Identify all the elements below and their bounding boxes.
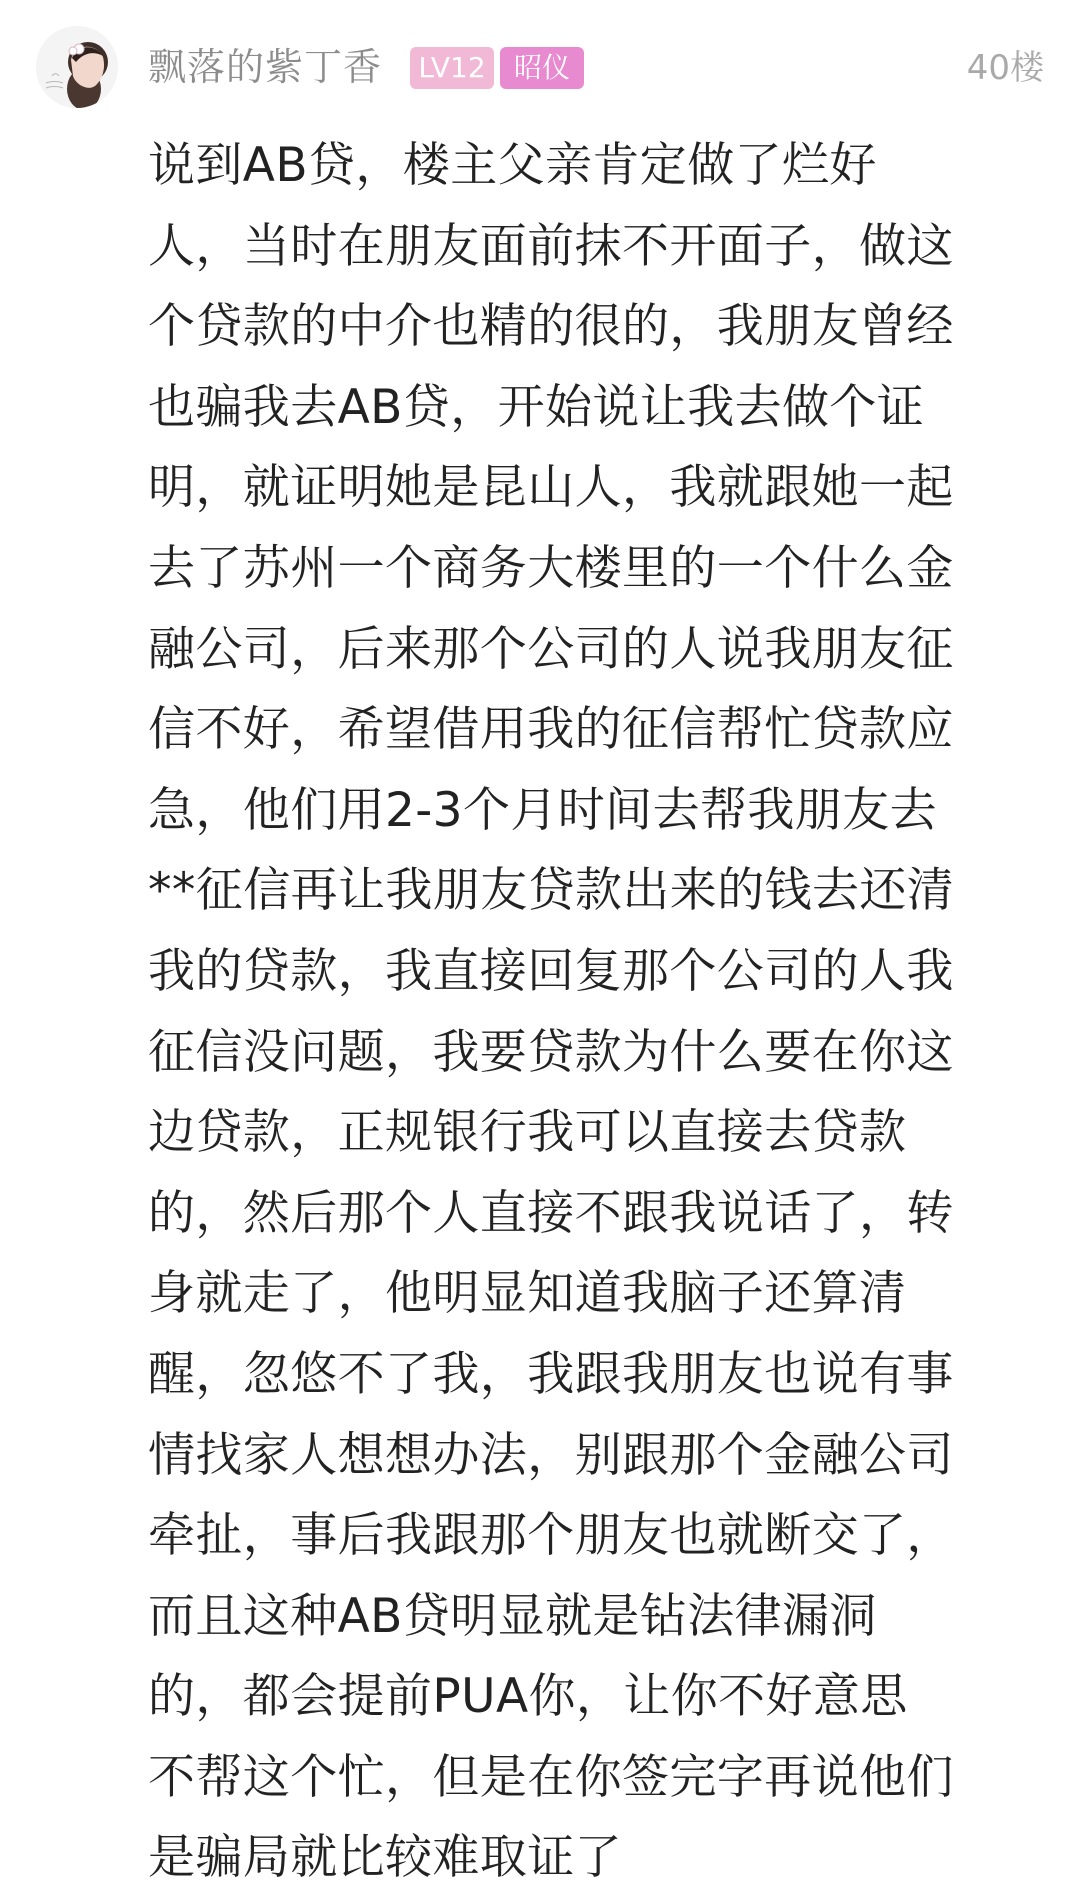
content-line: 也骗我去AB贷，开始说让我去做个证 [148, 379, 925, 435]
content-line: 个贷款的中介也精的很的，我朋友曾经 [148, 299, 954, 355]
content-line: 牵扯，事后我跟那个朋友也就断交了， [148, 1508, 954, 1564]
content-line: 信不好，希望借用我的征信帮忙贷款应 [148, 702, 954, 758]
content-line: 融公司，后来那个公司的人说我朋友征 [148, 621, 954, 677]
content-line: 情找家人想想办法，别跟那个金融公司 [148, 1427, 954, 1483]
content-line: **征信再让我朋友贷款出来的钱去还清 [148, 863, 955, 919]
content-line: 我的贷款，我直接回复那个公司的人我 [148, 943, 954, 999]
content-line: 的，都会提前PUA你，让你不好意思 [148, 1669, 908, 1725]
post-content [148, 126, 1018, 1899]
content-line: 身就走了，他明显知道我脑子还算清 [148, 1266, 907, 1322]
content-line: 是骗局就比较难取证了 [148, 1830, 622, 1886]
content-line: 人，当时在朋友面前抹不开面子，做这 [148, 218, 954, 274]
author-name[interactable]: 飘落的紫丁香 [148, 45, 383, 89]
content-line: 明，就证明她是昆山人，我就跟她一起 [148, 460, 954, 516]
content-line: 说到AB贷，楼主父亲肯定做了烂好 [148, 138, 877, 193]
content-line: 不帮这个忙，但是在你签完字再说他们 [148, 1749, 954, 1805]
content-line: 去了苏州一个商务大楼里的一个什么金 [148, 540, 954, 596]
content-line: 急，他们用2-3个月时间去帮我朋友去 [148, 782, 937, 838]
content-line: 边贷款，正规银行我可以直接去贷款 [148, 1105, 907, 1161]
post-header [0, 0, 1080, 130]
content-line: 而且这种AB贷明显就是钻法律漏洞 [148, 1588, 877, 1644]
avatar-girl-icon [36, 26, 118, 108]
level-badge: LV12 [410, 47, 494, 89]
avatar[interactable] [36, 26, 118, 108]
content-line: 醒，忽悠不了我，我跟我朋友也说有事 [148, 1346, 954, 1402]
floor-number: 40楼 [966, 48, 1044, 88]
content-line: 的，然后那个人直接不跟我说话了，转 [148, 1185, 954, 1241]
content-line: 征信没问题，我要贷款为什么要在你这 [148, 1024, 954, 1080]
title-badge: 昭仪 [500, 47, 584, 89]
